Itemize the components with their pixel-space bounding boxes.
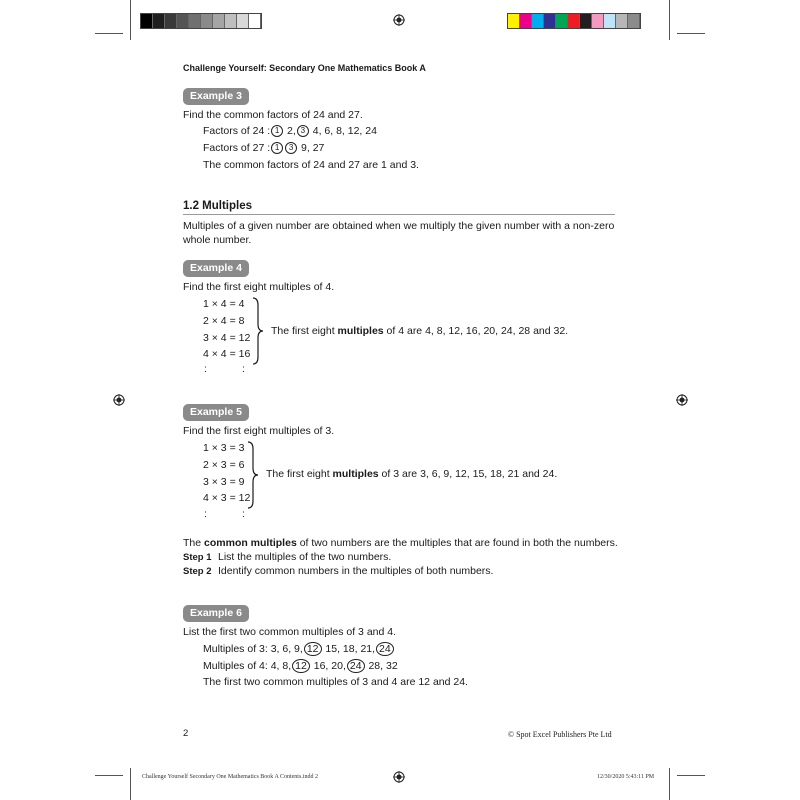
section-rule <box>183 214 615 215</box>
curly-brace-icon <box>246 441 260 509</box>
circled-number: 1 <box>271 142 283 154</box>
color-swatch <box>249 14 261 28</box>
circled-number: 12 <box>292 659 310 673</box>
print-slug-filename: Challenge Yourself Secondary One Mathematics Book A Contents.indd 2 <box>142 774 318 780</box>
multiplication-row: 1 × 3 = 3 <box>203 442 245 454</box>
continuation-dots: : <box>242 508 245 520</box>
running-header: Challenge Yourself: Secondary One Mathematics Book A <box>183 63 426 73</box>
color-swatch <box>189 14 201 28</box>
circled-number: 24 <box>347 659 365 673</box>
color-swatch <box>201 14 213 28</box>
crop-mark <box>95 33 123 34</box>
continuation-dots: : <box>242 363 245 375</box>
example-3-conclusion: The common factors of 24 and 27 are 1 and 3. <box>203 159 419 171</box>
print-slug-timestamp: 12/30/2020 5:43:11 PM <box>597 774 655 780</box>
color-swatch <box>213 14 225 28</box>
multiplication-row: 4 × 3 = 12 <box>203 492 251 504</box>
color-swatch <box>616 14 628 28</box>
example-5-summary: The first eight multiples of 3 are 3, 6, 9, 12, 15, 18, 21 and 24. <box>266 468 558 480</box>
section-paragraph-line-2: whole number. <box>183 234 252 246</box>
color-swatch <box>177 14 189 28</box>
grayscale-color-bar <box>140 13 262 29</box>
example-5-question: Find the first eight multiples of 3. <box>183 425 335 437</box>
factors-24-line: Factors of 24 : 1 2, 3 4, 6, 8, 12, 24 <box>203 125 377 137</box>
step-2-text: Identify common numbers in the multiples of both numbers. <box>218 565 494 577</box>
crop-mark <box>130 0 131 40</box>
crop-mark <box>677 33 705 34</box>
color-swatch <box>225 14 237 28</box>
circled-number: 3 <box>297 125 309 137</box>
multiplication-row: 3 × 4 = 12 <box>203 332 251 344</box>
multiplication-row: 2 × 3 = 6 <box>203 459 245 471</box>
continuation-dots: : <box>204 363 207 375</box>
section-paragraph-line-1: Multiples of a given number are obtained when we multiply the given number with a non-zero <box>183 220 615 232</box>
copyright: © Spot Excel Publishers Pte Ltd <box>508 730 612 739</box>
circled-number: 24 <box>376 642 394 656</box>
color-swatch <box>628 14 640 28</box>
step-2-label: Step 2 <box>183 566 212 577</box>
circled-number: 3 <box>285 142 297 154</box>
crop-mark <box>669 768 670 800</box>
multiplication-row: 1 × 4 = 4 <box>203 298 245 310</box>
example-4-summary: The first eight multiples of 4 are 4, 8, 12, 16, 20, 24, 28 and 32. <box>271 325 569 337</box>
registration-mark-icon <box>393 14 405 26</box>
color-swatch <box>237 14 249 28</box>
color-swatch <box>580 14 592 28</box>
example-6-conclusion: The first two common multiples of 3 and 4 are 12 and 24. <box>203 676 468 688</box>
crop-mark <box>130 768 131 800</box>
circled-number: 1 <box>271 125 283 137</box>
multiplication-row: 4 × 4 = 16 <box>203 348 251 360</box>
section-heading: 1.2 Multiples <box>183 200 253 212</box>
curly-brace-icon <box>251 297 265 365</box>
example-6-badge: Example 6 <box>183 605 249 622</box>
crop-mark <box>677 775 705 776</box>
registration-mark-icon <box>393 771 405 783</box>
color-swatch <box>508 14 520 28</box>
color-swatch <box>544 14 556 28</box>
multiplication-row: 3 × 3 = 9 <box>203 476 245 488</box>
page-number: 2 <box>183 728 189 739</box>
example-3-badge: Example 3 <box>183 88 249 105</box>
step-1-text: List the multiples of the two numbers. <box>218 551 392 563</box>
process-color-bar <box>507 13 641 29</box>
color-swatch <box>165 14 177 28</box>
example-6-question: List the first two common multiples of 3 and 4. <box>183 626 397 638</box>
registration-mark-icon <box>113 394 125 406</box>
registration-mark-icon <box>676 394 688 406</box>
example-4-question: Find the first eight multiples of 4. <box>183 281 335 293</box>
color-swatch <box>520 14 532 28</box>
example-4-badge: Example 4 <box>183 260 249 277</box>
color-swatch <box>153 14 165 28</box>
crop-mark <box>669 0 670 40</box>
circled-number: 12 <box>304 642 322 656</box>
multiples-of-4-line: Multiples of 4: 4, 8, 12 16, 20, 24 28, 32 <box>203 660 398 672</box>
multiplication-row: 2 × 4 = 8 <box>203 315 245 327</box>
color-swatch <box>604 14 616 28</box>
continuation-dots: : <box>204 508 207 520</box>
factors-27-line: Factors of 27 : 1 3 9, 27 <box>203 142 325 154</box>
multiples-of-3-line: Multiples of 3: 3, 6, 9, 12 15, 18, 21, 24 <box>203 642 395 656</box>
color-swatch <box>532 14 544 28</box>
example-5-badge: Example 5 <box>183 404 249 421</box>
common-multiples-definition: The common multiples of two numbers are the multiples that are found in both the numbers. <box>183 537 618 549</box>
example-3-question: Find the common factors of 24 and 27. <box>183 109 363 121</box>
color-swatch <box>141 14 153 28</box>
step-1-label: Step 1 <box>183 552 212 563</box>
crop-mark <box>95 775 123 776</box>
color-swatch <box>556 14 568 28</box>
color-swatch <box>592 14 604 28</box>
color-swatch <box>568 14 580 28</box>
